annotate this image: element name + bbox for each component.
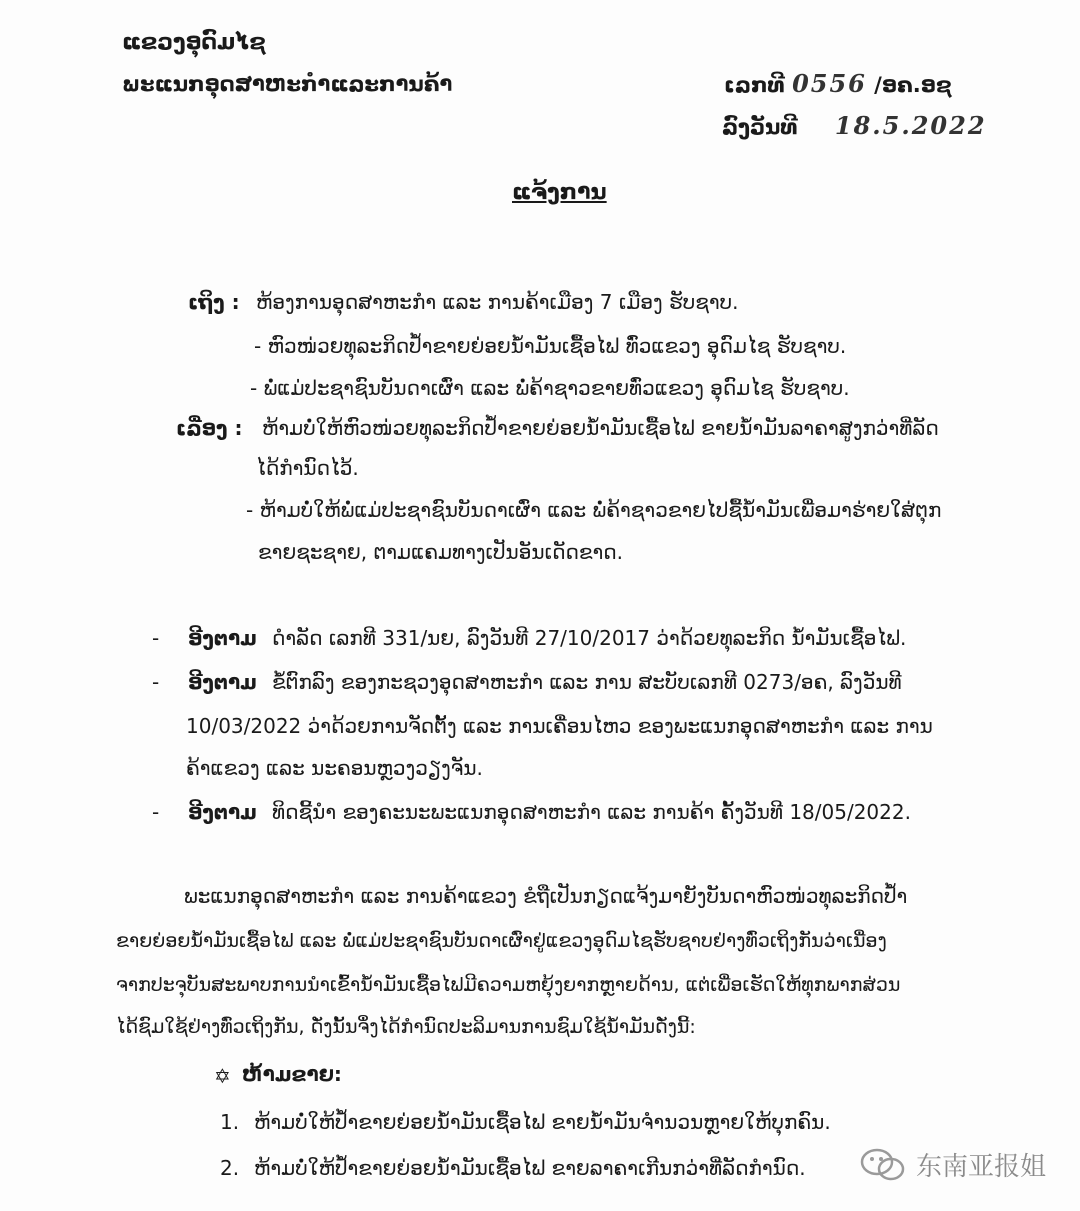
reference-label: ອີງຕາມ: [188, 800, 257, 824]
province-name: ແຂວງອຸດົມໄຊ: [122, 30, 266, 55]
reference-line: ທິດຊີ້ນຳ ຂອງຄະນະພະແນກອຸດສາຫະກຳ ແລະ ການຄ້າ ຄັ້ງວັນທີ 18/05/2022.: [272, 800, 911, 824]
reference-bullet: -: [152, 800, 160, 824]
document-number: [724, 70, 952, 99]
reference-line: ດຳລັດ ເລກທີ 331/ນຍ, ລົງວັນທີ 27/10/2017 ວ່າດ້ວຍທຸລະກິດ ນ້ຳມັນເຊື້ອໄຟ.: [272, 626, 907, 650]
recipient-line: - ພໍ່ແມ່ປະຊາຊົນບັນດາເຜົ່າ ແລະ ພໍ່ຄ້າຊາວຂາຍທົ່ວແຂວງ ອຸດົມໄຊ ຮັບຊາບ.: [250, 376, 850, 400]
reference-label: ອີງຕາມ: [188, 670, 257, 694]
body-line: ຈາກປະຈຸບັນສະພາບການນຳເຂົ້ານ້ຳມັນເຊື້ອໄຟມີຄວາມຫຍຸ້ງຍາກຫຼາຍດ້ານ, ແຕ່ເພື່ອເຮັດໃຫ້ທຸກພາກສ່ວນ: [116, 974, 901, 996]
recipient-line: ຫ້ອງການອຸດສາຫະກຳ ແລະ ການຄ້າເມືອງ 7 ເມືອງ ຮັບຊາບ.: [256, 290, 739, 314]
reference-line: 10/03/2022 ວ່າດ້ວຍການຈັດຕັ້ງ ແລະ ການເຄື່ອນໄຫວ ຂອງພະແນກອຸດສາຫະກຳ ແລະ ການ: [186, 714, 933, 738]
wechat-icon: [860, 1148, 906, 1182]
subject-label: ເລື່ອງ :: [176, 416, 243, 440]
reference-bullet: -: [152, 670, 160, 694]
document-title: ແຈ້ງການ: [512, 180, 607, 205]
recipient-line: - ຫົວໜ່ວຍທຸລະກິດປ້ຳຂາຍຍ່ອຍນ້ຳມັນເຊື້ອໄຟ ທົ່ວແຂວງ ອຸດົມໄຊ ຮັບຊາບ.: [254, 334, 847, 358]
reference-label: ອີງຕາມ: [188, 626, 257, 650]
body-line: ໄດ້ຊົມໃຊ້ຢ່າງທົ່ວເຖິງກັນ, ດັ່ງນັ້ນຈຶ່ງໄດ້ກຳນົດປະລິມານການຊົມໃຊ້ນ້ຳມັນດັ່ງນີ້:: [116, 1016, 696, 1038]
body-line: ຂາຍຍ່ອຍນ້ຳມັນເຊື້ອໄຟ ແລະ ພໍ່ແມ່ປະຊາຊົນບັນດາເຜົ່າຢູ່ແຂວງອຸດົມໄຊຮັບຊາບຢ່າງທົ່ວເຖິງກັນວ່າເນື່ອງ: [116, 930, 887, 952]
document-date: [722, 112, 987, 141]
recipients-label: ເຖິງ :: [188, 290, 240, 314]
body-line: ພະແນກອຸດສາຫະກຳ ແລະ ການຄ້າແຂວງ ຂໍຖືເປັນກຽດແຈ້ງມາຍັງບັນດາຫົວໜ່ວທຸລະກິດປ້ຳ: [184, 884, 908, 908]
prohibition-number: 2.: [220, 1156, 240, 1180]
subject-line: - ຫ້າມບໍ່ໃຫ້ພໍ່ແມ່ປະຊາຊົນບັນດາເຜົ່າ ແລະ ພໍ່ຄ້າຊາວຂາຍໄປຊື້ນ້ຳມັນເພື່ອມາຮ່າຍໃສ່ຕຸກ: [246, 498, 942, 522]
subject-line: ໄດ້ກຳນົດໄວ້.: [256, 456, 359, 480]
prohibition-text: ຫ້າມບໍ່ໃຫ້ປ້ຳຂາຍຍ່ອຍນ້ຳມັນເຊື້ອໄຟ ຂາຍລາຄາເກີນກວ່າທີ່ລັດກຳນົດ.: [254, 1156, 806, 1180]
department-name: ພະແນກອຸດສາຫະກຳແລະການຄ້າ: [122, 72, 453, 96]
reference-bullet: -: [152, 626, 160, 650]
prohibition-text: ຫ້າມບໍ່ໃຫ້ປ້ຳຂາຍຍ່ອຍນ້ຳມັນເຊື້ອໄຟ ຂາຍນ້ຳມັນຈຳນວນຫຼາຍໃຫ້ບຸກຄົນ.: [254, 1110, 831, 1134]
date-label: ລົງວັນທີ: [722, 115, 798, 139]
date-handwritten: 18.5.2022: [834, 111, 987, 140]
reference-line: ຂໍ້ຕົກລົງ ຂອງກະຊວງອຸດສາຫະກຳ ແລະ ການ ສະບັບເລກທີ 0273/ອຄ, ລົງວັນທີ: [272, 670, 902, 694]
subject-line: ຫ້າມບໍ່ໃຫ້ຫົວໜ່ວຍທຸລະກິດປ້ຳຂາຍຍ່ອຍນ້ຳມັນເຊື້ອໄຟ ຂາຍນ້ຳມັນລາຄາສູງກວ່າທີ່ລັດ: [262, 416, 939, 440]
prohibition-number: 1.: [220, 1110, 240, 1134]
star-icon: ✡: [214, 1064, 231, 1088]
number-suffix: /ອຄ.ອຊ: [874, 73, 952, 97]
number-label: ເລກທີ: [724, 73, 785, 97]
watermark: [860, 1146, 1046, 1183]
number-handwritten: 0556: [792, 69, 867, 98]
subject-line: ຂາຍຊະຊາຍ, ຕາມແຄມທາງເປັນອັນເດັດຂາດ.: [258, 540, 624, 564]
reference-line: ຄ້າແຂວງ ແລະ ນະຄອນຫຼວງວຽງຈັນ.: [186, 756, 483, 780]
watermark-text: 东南亚报姐: [915, 1152, 1046, 1182]
prohibition-label: ຫ້າມຂາຍ:: [242, 1062, 342, 1086]
